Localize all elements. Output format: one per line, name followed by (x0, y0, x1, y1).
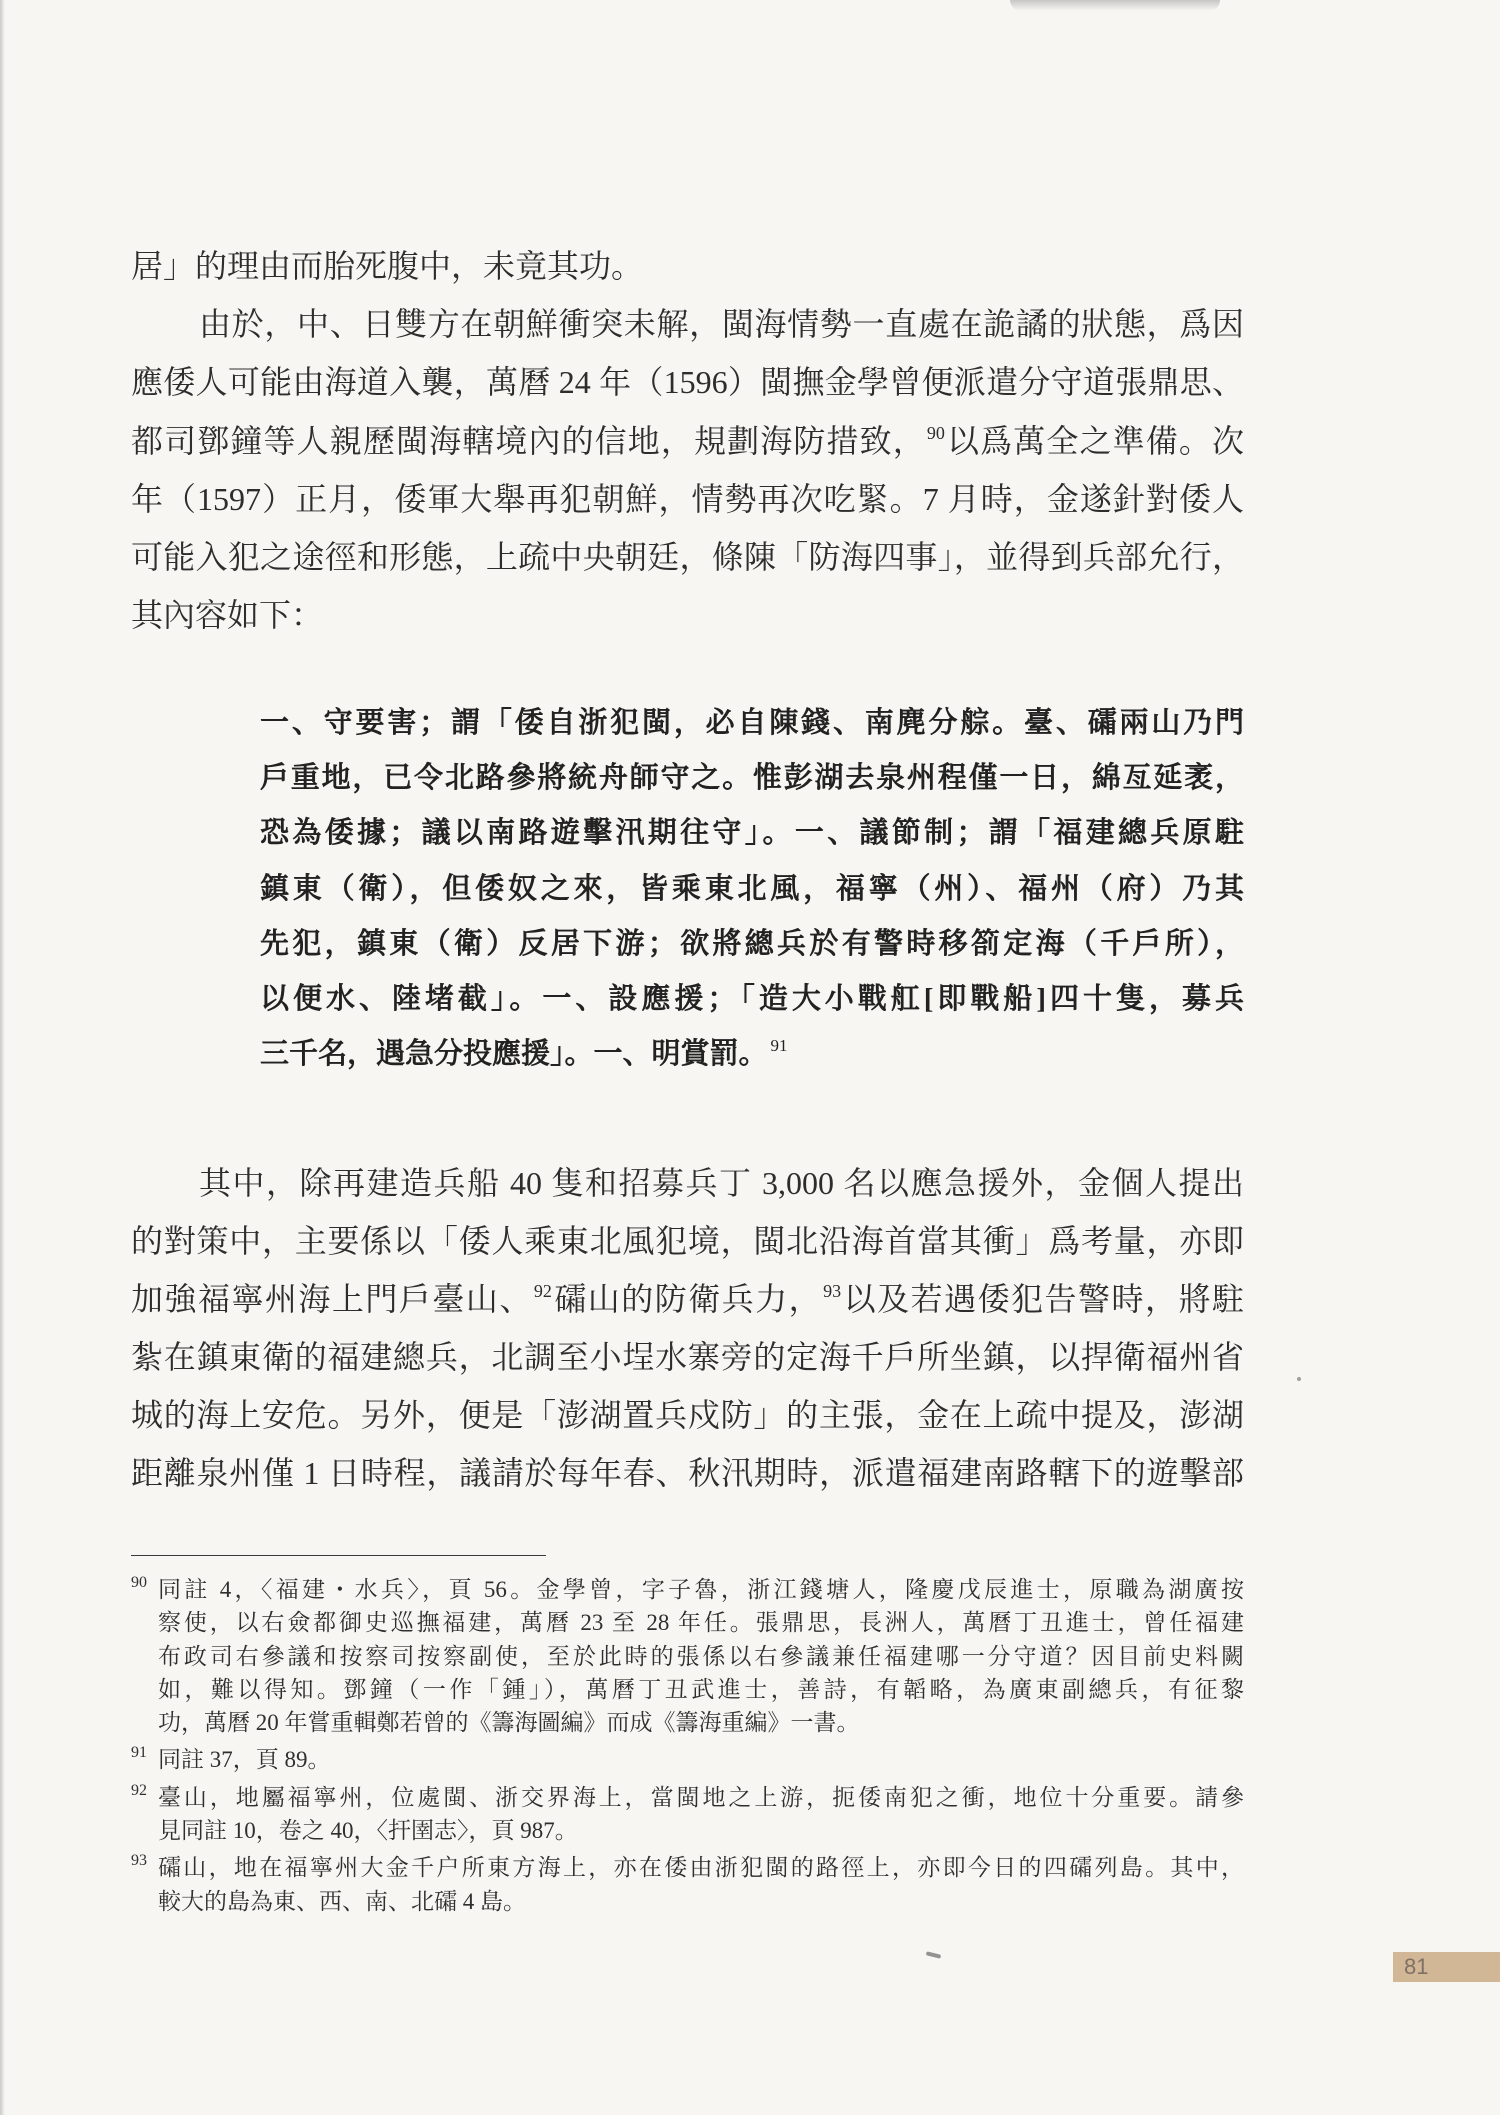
text-run: 礵山，地在福寧州大金千户所東方海上，亦在倭由浙犯閩的路徑上，亦即今日的四礵列島。其中， (158, 1855, 1244, 1881)
text-run: 臺山，地屬福寧州，位處閩、浙交界海上，當閩地之上游，扼倭南犯之衝，地位十分重要。請參 (158, 1784, 1244, 1810)
scan-speck (1297, 1377, 1301, 1381)
text-line (131, 353, 1244, 411)
text-run: 距離泉州僅 1 日時程，議請於每年春、秋汛期時，派遣福建南路轄下的遊擊部 (131, 1455, 1244, 1491)
text-run: 應倭人可能由海道入襲，萬曆 24 年（1596）閩撫金學曾便派遣分守道張鼎思、 (131, 364, 1244, 401)
text-line (131, 1386, 1244, 1444)
text-line (158, 1640, 1244, 1673)
text-line (131, 1444, 1244, 1502)
footnote-number: 91 (131, 1744, 147, 1762)
footnote-number: 90 (131, 1574, 147, 1591)
scan-edge-shadow (0, 0, 5, 2115)
text-run: 年（1597）正月，倭軍大舉再犯朝鮮，情勢再次吃緊。7 月時，金遂針對倭人 (131, 480, 1244, 517)
footnote-number: 92 (131, 1781, 147, 1799)
footnote-number: 93 (131, 1852, 147, 1870)
text-run: 如，難以得知。鄧鐘（一作「鍾」），萬曆丁丑武進士，善詩，有韜略，為廣東副總兵，有征黎 (158, 1676, 1244, 1702)
paragraph (131, 1154, 1244, 1502)
footnote-ref: 92 (533, 1281, 552, 1301)
text-run: 居」的理由而胎死腹中，未竟其功。 (131, 248, 644, 284)
footnote-90 (131, 1573, 1244, 1739)
text-run: 功，萬曆 20 年嘗重輯鄭若曾的《籌海圖編》而成《籌海重編》一書。 (158, 1710, 860, 1736)
text-line (260, 917, 1244, 972)
footnote-text (158, 1851, 1244, 1918)
text-run: 同註 4，〈福建・水兵〉，頁 56。金學曾，字子魯，浙江錢塘人，隆慶戊辰進士，原職為湖廣按 (158, 1577, 1244, 1602)
page-number: 81 (1404, 1954, 1429, 1979)
text-run: 紮在鎮東衛的福建總兵，北調至小埕水寨旁的定海千戶所坐鎮，以捍衛福州省 (131, 1339, 1244, 1375)
footnote-ref: 93 (823, 1281, 842, 1301)
footnote-text (158, 1781, 1244, 1848)
footnotes (131, 1573, 1244, 1918)
text-run: 城的海上安危。另外，便是「澎湖置兵戍防」的主張，金在上疏中提及，澎湖 (131, 1397, 1244, 1433)
block-quote (260, 696, 1244, 1082)
text-line (158, 1706, 1244, 1739)
text-line (158, 1814, 1244, 1847)
text-line (131, 1270, 1244, 1328)
text-line (158, 1781, 1244, 1814)
text-run: 由於，中、日雙方在朝鮮衝突未解，閩海情勢一直處在詭譎的狀態，爲因 (199, 306, 1244, 343)
text-line (260, 972, 1244, 1027)
text-line (158, 1573, 1244, 1606)
text-line (260, 806, 1244, 861)
text-line (260, 1027, 1244, 1082)
page-number-tab (1393, 1952, 1500, 1982)
text-run: 加強福寧州海上門戶臺山、 (131, 1281, 533, 1317)
text-run: 可能入犯之途徑和形態，上疏中央朝廷，條陳「防海四事」，並得到兵部允行， (131, 539, 1244, 576)
footnote-91 (131, 1743, 1244, 1776)
text-run: 先犯，鎮東（衛）反居下游；欲將總兵於有警時移箚定海（千戶所）， (260, 927, 1244, 960)
text-run: 以便水、陸堵截」。一、設應援；「造大小戰舡[即戰船]四十隻，募兵 (260, 983, 1244, 1016)
text-line (260, 751, 1244, 806)
text-run: 察使，以右僉都御史巡撫福建，萬曆 23 至 28 年任。張鼎思，長洲人，萬曆丁丑進士，曾任福建 (158, 1610, 1244, 1636)
text-line (158, 1851, 1244, 1884)
text-line (131, 470, 1244, 528)
text-line (131, 1328, 1244, 1386)
footnote-ref: 91 (770, 1036, 788, 1056)
footnote-text (158, 1573, 1244, 1739)
footnote-separator (131, 1555, 546, 1556)
continuation-text (131, 237, 1244, 295)
text-run: 以爲萬全之準備。次 (945, 422, 1244, 459)
text-run: 較大的島為東、西、南、北礵 4 島。 (158, 1888, 526, 1914)
text-run: 一、守要害；謂「倭自浙犯閩，必自陳錢、南麂分䑸。臺、礵兩山乃門 (260, 707, 1244, 739)
text-line (158, 1606, 1244, 1639)
text-run: 戶重地，已令北路參將統舟師守之。惟彭湖去泉州程僅一日，綿亙延袤， (260, 762, 1244, 795)
text-line (131, 586, 1244, 644)
text-run: 布政司右參議和按察司按察副使，至於此時的張係以右參議兼任福建哪一分守道？因目前史料闕 (158, 1643, 1244, 1669)
footnote-ref: 90 (926, 422, 945, 443)
text-line (158, 1743, 1244, 1776)
text-run: 恐為倭據；議以南路遊擊汛期往守」。一、議節制；謂「福建總兵原駐 (260, 817, 1244, 850)
text-line (260, 696, 1244, 751)
text-line (158, 1673, 1244, 1706)
text-run: 同註 37，頁 89。 (158, 1747, 331, 1773)
text-run: 以及若遇倭犯告警時，將駐 (842, 1281, 1244, 1317)
paragraph (131, 295, 1244, 644)
text-run: 其內容如下： (131, 597, 324, 634)
footnote-text (158, 1743, 1244, 1776)
text-line (158, 1885, 1244, 1918)
text-line (131, 528, 1244, 586)
text-run: 都司鄧鐘等人親歷閩海轄境內的信地，規劃海防措致， (131, 422, 926, 459)
scan-smudge (1010, 0, 1220, 11)
text-line (131, 237, 1244, 295)
text-run: 三千名，遇急分投應援」。一、明賞罰。 (260, 1038, 768, 1071)
footnote-92 (131, 1781, 1244, 1848)
text-line (260, 862, 1244, 917)
text-run: 的對策中，主要係以「倭人乘東北風犯境，閩北沿海首當其衝」爲考量，亦即 (131, 1223, 1244, 1259)
footnote-93 (131, 1851, 1244, 1918)
body-text-top (131, 237, 1244, 644)
text-run: 其中，除再建造兵船 40 隻和招募兵丁 3,000 名以應急援外，金個人提出 (199, 1165, 1244, 1201)
text-line (131, 1212, 1244, 1270)
text-run: 鎮東（衛），但倭奴之來，皆乘東北風，福寧（州）、福州（府）乃其 (260, 872, 1244, 905)
text-run: 礵山的防衛兵力， (552, 1281, 823, 1317)
text-run: 見同註 10，卷之 40，〈扞圉志〉，頁 987。 (158, 1818, 578, 1844)
text-line (131, 1154, 1244, 1212)
scan-speck (926, 1951, 942, 1959)
text-line (131, 412, 1244, 470)
text-line (131, 295, 1244, 353)
